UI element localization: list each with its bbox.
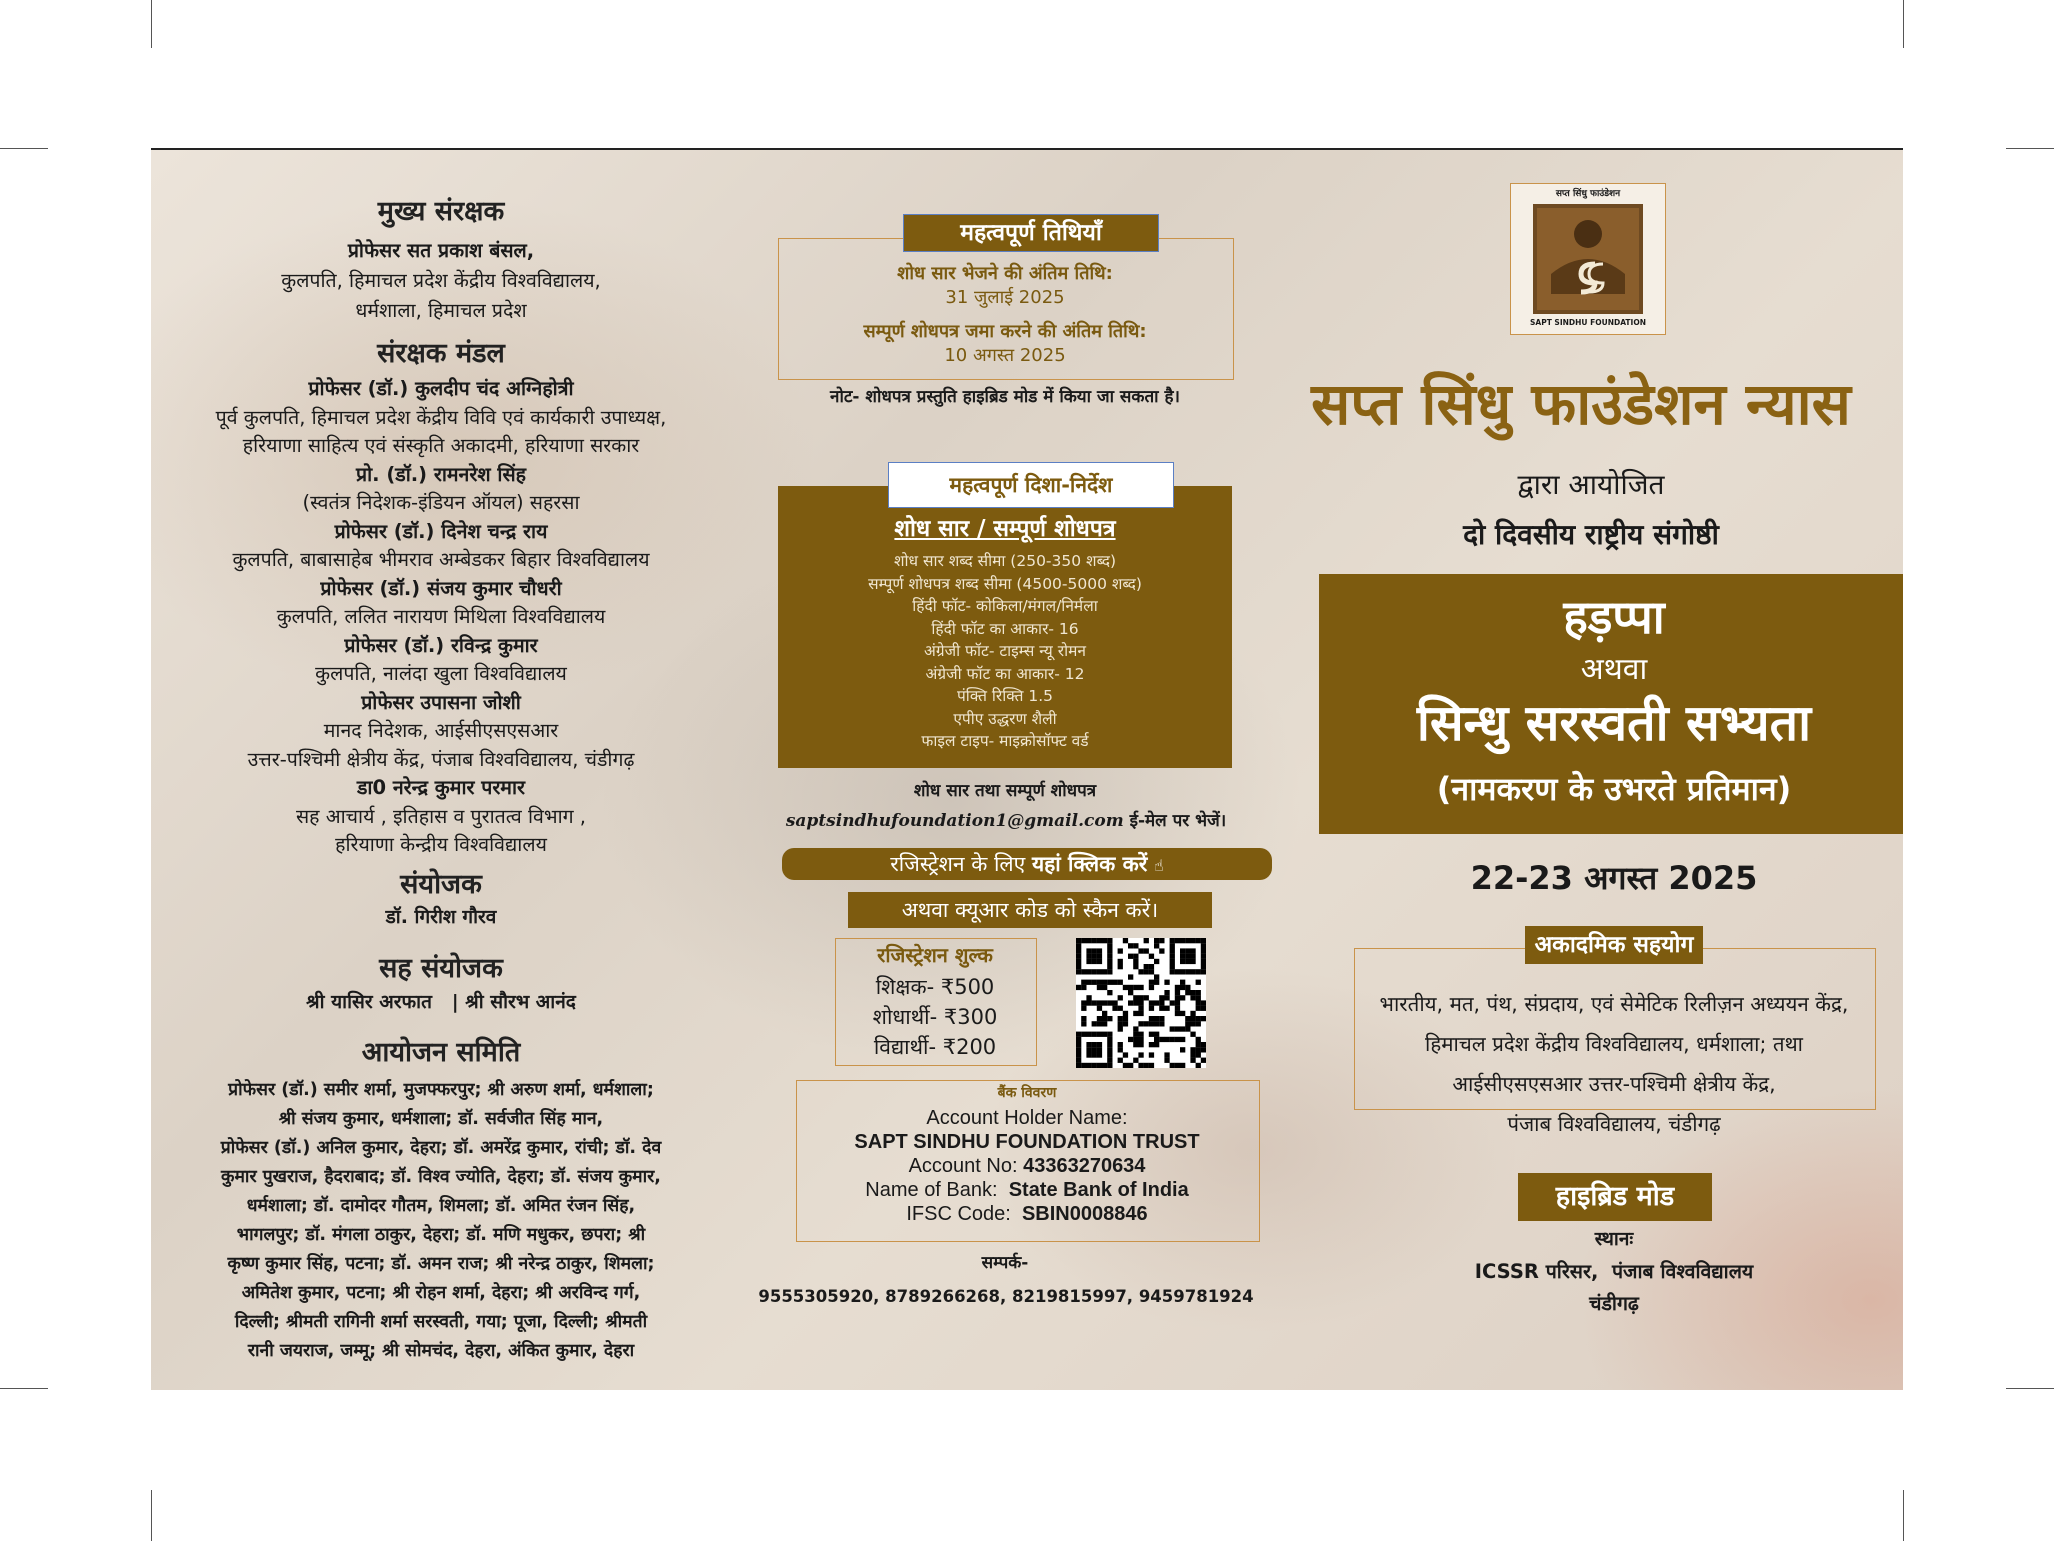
paper-deadline: 10 अगस्त 2025	[944, 345, 1066, 366]
contact-heading: सम्पर्क-	[981, 1253, 1029, 1273]
patron-board-line: हरियाणा साहित्य एवं संस्कृति अकादमी, हरियाणा सरकार	[242, 434, 640, 457]
fee-list	[835, 972, 1035, 1062]
title-or: अथवा	[1580, 652, 1648, 687]
guideline-item: सम्पूर्ण शोधपत्र शब्द सीमा (4500-5000 शब्द)	[868, 574, 1142, 593]
chief-patron-line: प्रोफेसर सत प्रकाश बंसल,	[347, 239, 535, 262]
academic-list	[1354, 984, 1874, 1144]
venue-label: स्थानः	[1594, 1228, 1634, 1250]
crop-mark	[1903, 1490, 1904, 1541]
committee-line: कृष्ण कुमार सिंह, पटना; डॉ. अमन राज; श्री नरेन्द्र ठाकुर, शिमला;	[227, 1254, 655, 1274]
patron-board-block	[151, 375, 731, 860]
patron-board-line: कुलपति, ललित नारायण मिथिला विश्वविद्यालय	[276, 605, 606, 628]
committee-line: कुमार पुखराज, हैदराबाद; डॉ. विश्व ज्योति, देहरा; डॉ. संजय कुमार,	[221, 1167, 661, 1187]
organized-by: द्वारा आयोजित	[1517, 468, 1665, 501]
fee-item: शिक्षक- ₹500	[875, 975, 995, 999]
bank-ifsc: SBIN0008846	[1021, 1203, 1148, 1225]
patron-board-line: प्रोफेसर (डॉ.) रविन्द्र कुमार	[344, 633, 538, 657]
patron-board-line: (स्वतंत्र निदेशक-इंडियन ऑयल) सहरसा	[302, 491, 580, 514]
abstract-deadline: 31 जुलाई 2025	[945, 287, 1065, 308]
chief-patron-line: धर्मशाला, हिमाचल प्रदेश	[355, 299, 527, 322]
contact-numbers: 9555305920, 8789266268, 8219815997, 9459781924	[758, 1287, 1254, 1306]
email-link[interactable]: saptsindhufoundation1@gmail.com	[785, 811, 1124, 831]
crop-mark	[0, 148, 48, 149]
email-suffix: ई-मेल पर भेजें।	[1123, 811, 1227, 831]
guideline-item: शोध सार शब्द सीमा (250-350 शब्द)	[893, 552, 1117, 570]
crop-mark	[151, 0, 152, 48]
committee-line: धर्मशाला; डॉ. दामोदर गौतम, शिमला; डॉ. अमित रंजन सिंह,	[246, 1196, 636, 1216]
brochure-sheet	[151, 148, 1903, 1390]
bank-name-row	[796, 1178, 1258, 1202]
logo-top-text: सप्त सिंधु फाउंडेशन	[1555, 189, 1621, 199]
fee-item: शोधार्थी- ₹300	[872, 1005, 998, 1029]
seal-icon	[1533, 204, 1643, 314]
guidelines-list	[778, 550, 1232, 753]
logo-bottom-text: SAPT SINDHU FOUNDATION	[1530, 318, 1646, 327]
crop-mark	[1903, 0, 1904, 48]
guideline-item: अंग्रेजी फॉट- टाइम्स न्यू रोमन	[924, 642, 1086, 660]
fee-heading: रजिस्ट्रेशन शुल्क	[877, 943, 993, 967]
academic-line: भारतीय, मत, पंथ, संप्रदाय, एवं सेमेटिक रिलीज़न अध्ययन केंद्र,	[1379, 992, 1849, 1016]
patron-board-line: सह आचार्य , इतिहास व पुरातत्व विभाग ,	[295, 804, 587, 828]
guideline-item: एपीए उद्धरण शैली	[953, 709, 1057, 728]
co-convener-names: श्री यासिर अरफात | श्री सौरभ आनंद	[306, 991, 576, 1013]
hybrid-note: नोट- शोधपत्र प्रस्तुति हाइब्रिड मोड में किया जा सकता है।	[830, 387, 1180, 407]
event-type: दो दिवसीय राष्ट्रीय संगोष्ठी	[1463, 518, 1719, 551]
guideline-item: हिंदी फॉट का आकार- 16	[931, 619, 1079, 638]
send-line: शोध सार तथा सम्पूर्ण शोधपत्र	[913, 781, 1097, 801]
patron-board-line: पूर्व कुलपति, हिमाचल प्रदेश केंद्रीय विवि एवं कार्यकारी उपाध्यक्ष,	[215, 405, 667, 429]
bank-name: State Bank of India	[1008, 1179, 1189, 1201]
patron-board-line: प्रो. (डॉ.) रामनरेश सिंह	[356, 462, 526, 486]
patron-board-line: मानद निदेशक, आईसीएसएसआर	[323, 719, 559, 742]
crop-mark	[151, 1490, 152, 1541]
bank-heading: बैंक विवरण	[997, 1085, 1057, 1101]
patron-board-line: डा0 नरेन्द्र कुमार परमार	[357, 776, 525, 799]
patron-board-heading: संरक्षक मंडल	[377, 338, 505, 369]
crop-mark	[2006, 148, 2054, 149]
register-text: रजिस्ट्रेशन के लिए	[890, 852, 1032, 876]
event-date: 22-23 अगस्त 2025	[1470, 859, 1758, 897]
patron-board-line: हरियाणा केन्द्रीय विश्वविद्यालय	[335, 833, 547, 856]
register-link[interactable]: यहां क्लिक करें	[1031, 852, 1148, 876]
paper-deadline-label: सम्पूर्ण शोधपत्र जमा करने की अंतिम तिथि:	[863, 321, 1147, 342]
venue-line2: चंडीगढ़	[1589, 1292, 1639, 1315]
register-button[interactable]	[782, 848, 1272, 880]
chief-patron-block	[191, 236, 691, 326]
bank-account-row	[796, 1154, 1258, 1178]
patron-board-line: उत्तर-पश्चिमी क्षेत्रीय केंद्र, पंजाब विश्वविद्यालय, चंडीगढ़	[247, 747, 635, 771]
committee-block	[171, 1076, 711, 1366]
chief-patron-line: कुलपति, हिमाचल प्रदेश केंद्रीय विश्वविद्यालय,	[281, 269, 601, 292]
co-convener-heading: सह संयोजक	[379, 953, 503, 984]
crop-mark	[0, 1388, 48, 1389]
committee-line: प्रोफेसर (डॉ.) अनिल कुमार, देहरा; डॉ. अमरेंद्र कुमार, रांची; डॉ. देव	[220, 1138, 662, 1158]
patron-board-line: कुलपति, नालंदा खुला विश्वविद्यालय	[315, 662, 567, 685]
committee-line: अमितेश कुमार, पटना; श्री रोहन शर्मा, देहरा; श्री अरविन्द गर्ग,	[241, 1283, 641, 1303]
academic-line: आईसीएसएसआर उत्तर-पश्चिमी क्षेत्रीय केंद्र,	[1452, 1072, 1776, 1096]
guideline-item: पंक्ति रिक्ति 1.5	[957, 687, 1053, 705]
title-line1: हड़प्पा	[1563, 590, 1665, 644]
guideline-item: फाइल टाइप- माइक्रोसॉफ्ट वर्ड	[921, 732, 1089, 750]
patron-board-line: प्रोफेसर (डॉ.) संजय कुमार चौधरी	[320, 576, 562, 600]
convener-name: डॉ. गिरीश गौरव	[385, 906, 497, 928]
academic-line: हिमाचल प्रदेश केंद्रीय विश्वविद्यालय, धर्मशाला; तथा	[1425, 1032, 1803, 1056]
hybrid-mode-badge: हाइब्रिड मोड	[1518, 1173, 1712, 1221]
committee-line: भागलपुर; डॉ. मंगला ठाकुर, देहरा; डॉ. मणि मधुकर, छपरा; श्री	[236, 1225, 646, 1245]
academic-line: पंजाब विश्वविद्यालय, चंडीगढ़	[1507, 1112, 1721, 1136]
committee-line: दिल्ली; श्रीमती रागिनी शर्मा सरस्वती, गया; पूजा, दिल्ली; श्रीमती	[234, 1312, 648, 1332]
guidelines-title: शोध सार / सम्पूर्ण शोधपत्र	[894, 516, 1116, 542]
bank-ifsc-label: IFSC Code:	[906, 1203, 1022, 1225]
bank-holder-label: Account Holder Name:	[926, 1107, 1128, 1129]
subtitle: (नामकरण के उभरते प्रतिमान)	[1436, 770, 1792, 808]
committee-line: प्रोफेसर (डॉ.) समीर शर्मा, मुजफ्फरपुर; श्री अरुण शर्मा, धर्मशाला;	[228, 1080, 654, 1100]
chief-patron-heading: मुख्य संरक्षक	[377, 196, 505, 227]
committee-line: श्री संजय कुमार, धर्मशाला; डॉ. सर्वजीत सिंह मान,	[278, 1109, 604, 1129]
committee-line: रानी जयराज, जम्मू; श्री सोमचंद, देहरा, अंकित कुमार, देहरा	[247, 1341, 635, 1361]
crop-mark	[2006, 1388, 2054, 1389]
bank-account-label: Account No:	[908, 1155, 1024, 1177]
guidelines-heading: महत्वपूर्ण दिशा-निर्देश	[888, 462, 1174, 508]
venue-line1: ICSSR परिसर, पंजाब विश्वविद्यालय	[1474, 1260, 1754, 1283]
convener-heading: संयोजक	[400, 869, 482, 900]
committee-heading: आयोजन समिति	[361, 1037, 521, 1068]
bank-holder: SAPT SINDHU FOUNDATION TRUST	[854, 1131, 1200, 1153]
qr-code[interactable]	[1076, 938, 1206, 1068]
bank-ifsc-row	[796, 1202, 1258, 1226]
org-name: सप्त सिंधु फाउंडेशन न्यास	[1311, 370, 1851, 438]
hand-cursor-icon: ☝	[1154, 856, 1164, 875]
patron-board-line: कुलपति, बाबासाहेब भीमराव अम्बेडकर बिहार विश्वविद्यालय	[232, 548, 650, 571]
foundation-logo	[1510, 183, 1666, 335]
fee-item: विद्यार्थी- ₹200	[873, 1035, 997, 1059]
guideline-item: अंग्रेजी फॉट का आकार- 12	[925, 664, 1085, 683]
guideline-item: हिंदी फॉट- कोकिला/मंगल/निर्मला	[912, 597, 1098, 615]
dates-heading: महत्वपूर्ण तिथियाँ	[903, 214, 1159, 252]
academic-heading: अकादमिक सहयोग	[1525, 926, 1703, 964]
patron-board-line: प्रोफेसर उपासना जोशी	[361, 690, 521, 714]
title-line2: सिन्धु सरस्वती सभ्यता	[1416, 694, 1812, 752]
abstract-deadline-label: शोध सार भेजने की अंतिम तिथि:	[897, 263, 1113, 284]
patron-board-line: प्रोफेसर (डॉ.) दिनेश चन्द्र राय	[334, 519, 548, 543]
qr-instruction: अथवा क्यूआर कोड को स्कैन करें।	[848, 892, 1212, 928]
email-line	[751, 810, 1261, 833]
patron-board-line: प्रोफेसर (डॉ.) कुलदीप चंद अग्निहोत्री	[308, 377, 574, 400]
bank-name-label: Name of Bank:	[865, 1179, 1009, 1201]
bank-account: 43363270634	[1023, 1155, 1146, 1177]
